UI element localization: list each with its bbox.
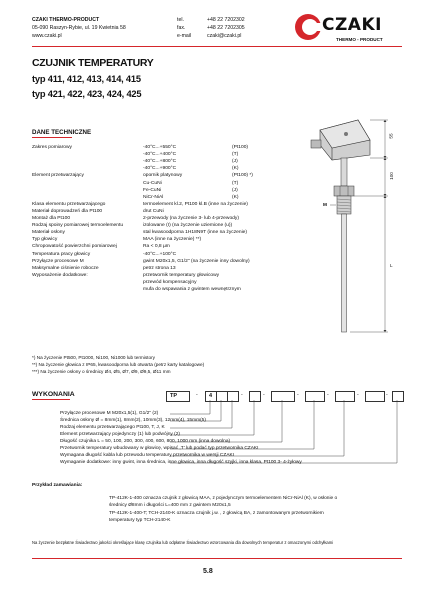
spec-sensor: (Pt100) *) xyxy=(232,173,253,179)
footer-divider xyxy=(32,558,402,559)
page-number: 5.8 xyxy=(203,568,213,575)
dimension-55: 55 xyxy=(388,133,394,139)
spec-value: stal kwasoodporna 1H18N9T (inne na życzenie) xyxy=(143,230,248,236)
dimension-L: L xyxy=(390,263,393,268)
code-dash-4: - xyxy=(297,392,299,398)
spec-label: Rodzaj spoiny pomiarowej termoelementu xyxy=(32,223,124,229)
variant-line: Długość czujnika L = 50, 100, 200, 300, 400, 600, 800, 1000 mm (inna dowolna) xyxy=(60,439,231,444)
spec-sensor: (T) xyxy=(232,152,239,158)
variant-line: Wymaganie dodatkowe: inny gwint, inna średnica, inne głowica, inna długość szyjki, inna klasa, Pt100 3- 4-żyłowy xyxy=(60,460,302,465)
spec-value: gwint M20x1,5, G1/2" (na życzenie inny dowolny) xyxy=(143,258,250,264)
code-tp: TP xyxy=(170,393,178,399)
variant-line: Przetwornik temperatury wbudowany w głowicę, wpisać ,T' lub podać typ przetwornika CZAKI xyxy=(60,446,259,451)
spec-value: mufa do wspawania z gwintem wewnętrznym xyxy=(143,287,241,292)
spec-label: Materiał doprowadzeń dla Pt100 xyxy=(32,208,103,214)
spec-value: MAA (inne na życzenie) **) xyxy=(143,237,202,243)
email-value[interactable]: czaki@czaki.pl xyxy=(207,33,242,39)
spec-label: Element przetwarzający xyxy=(32,173,84,179)
logo-text: CZAKI xyxy=(322,15,382,35)
footnote-3: ***) Na życzenie osłony o średnicy Ø4, Ø5, Ø7, Ø9, Ø9,5, Ø11 mm xyxy=(32,369,171,374)
spec-label: Chropowatość powierzchni pomiarowej xyxy=(32,244,117,250)
spec-label: Maksymalne ciśnienie robocze xyxy=(32,265,99,271)
company-address: 05-090 Raszyn-Rybie, ul. 19 Kwietnia 58 xyxy=(32,25,126,31)
spec-value: -40°C...+900°C xyxy=(143,166,177,172)
fax-label: fax. xyxy=(177,25,186,31)
spec-value: Ra < 0,8 µm xyxy=(143,244,170,250)
code-dash-7: - xyxy=(386,392,388,398)
code-dash-2: - xyxy=(241,392,243,398)
company-name: CZAKI THERMO-PRODUCT xyxy=(32,17,100,23)
spec-label: Wyposażenie dodatkowe: xyxy=(32,272,88,278)
example-label: Przykład zamawiania: xyxy=(32,483,83,488)
certificate-note: Na życzenie bezpłatne Świadectwo jakości określające klasę czujnika lub odpłatne Świadectwo wzorcowania dla dowolnych temperatur z omaczonymi odchyłkami xyxy=(32,540,334,545)
spec-label: Materiał osłony xyxy=(32,230,65,236)
spec-value: -40°C...+550°C xyxy=(143,145,177,150)
spec-label: Typ głowicy xyxy=(32,237,58,243)
spec-value: -40°C...+100°C xyxy=(143,251,177,257)
dimension-100: 100 xyxy=(388,172,394,180)
tel-label: tel. xyxy=(177,17,184,23)
spec-value: 2-przewody (na życzenie 3- lub 4-przewody) xyxy=(143,216,239,221)
spec-sensor: (K) xyxy=(232,166,239,172)
page-title: CZUJNIK TEMPERATURY xyxy=(32,57,154,69)
type-line-2: typ 421, 422, 423, 424, 425 xyxy=(32,89,142,99)
variant-line: Element przetwarzający pojedynczy (1) lub podwójny (2) xyxy=(60,432,180,437)
spec-value: Fe-CuNi xyxy=(143,187,162,193)
code-dash-1: - xyxy=(196,392,198,398)
example-line-1: TP-412K-1-400 oznacza czujnik z głowicą MAA, z pojedynczym termoelementem NiCr-NiAl (K), w osłonie o xyxy=(109,496,338,501)
spec-label: Zakres pomiarowy xyxy=(32,145,72,150)
spec-value: NiCr-NiAl xyxy=(143,194,164,200)
thread-label-M: M xyxy=(323,202,327,207)
spec-value: -40°C...+800°C xyxy=(143,159,177,165)
variant-line: Rodzaj elementu przetwarzającego Pt100, T, J, K xyxy=(60,425,165,430)
spec-value: przewód kompensacyjny xyxy=(143,279,197,285)
spec-value: opornik platynowy xyxy=(143,173,183,179)
spec-value: izolowane (I) (na życzenie uziemione (u)) xyxy=(143,223,233,229)
logo-subtext: THERMO - PRODUCT xyxy=(336,37,383,42)
spec-value: termoelement kl.2, Pt100 kl.B (inne na życzenie) xyxy=(143,201,248,207)
code-dash-3: - xyxy=(263,392,265,398)
code-dash-5: - xyxy=(327,392,329,398)
spec-sensor: (K) xyxy=(232,194,239,200)
example-line-3: TP-412K-1-400-T; TCH-2140-K oznacza czujnik j.w. , z głowicą BA, z zamontowanym przetwornikiem xyxy=(109,511,324,516)
spec-label: Montaż dla Pt100 xyxy=(32,216,71,221)
spec-label: Klasa elementu przetwarzającego xyxy=(32,201,106,207)
spec-value: przetwornik temperatury głowicowy xyxy=(143,272,220,278)
spec-label: Temperatura pracy głowicy xyxy=(32,251,91,257)
code-dash-6: - xyxy=(357,392,359,398)
fax-value: +48 22 7202305 xyxy=(207,25,245,31)
example-line-4: temperatury typ TCH-2140-K xyxy=(109,518,171,523)
type-line-1: typ 411, 412, 413, 414, 415 xyxy=(32,74,141,84)
variant-line: Wymagana długość kabla lub przewodu temperatury przetwornika w wersji CZAKI xyxy=(60,453,235,458)
spec-sensor: (J) xyxy=(232,187,238,193)
tel-value: +48 22 7202302 xyxy=(207,17,245,23)
spec-value: Cu-CuNi xyxy=(143,180,162,186)
email-label: e-mail xyxy=(177,33,192,39)
spec-sensor: (T) xyxy=(232,180,239,186)
footnote-2: **) Na życzenie głowica z IP65, kwasoodporna lub otwarta (petrz karty katalogowe) xyxy=(32,362,205,367)
variant-line: Przyłącze procesowe M M20x1,5(1), G1/2" (2) xyxy=(60,411,159,416)
spec-value: -40°C...+400°C xyxy=(143,152,177,158)
variant-line: Średnica osłony Ø = 8mm(1), 8mm(2), 10mm(3), 12mm(4), 15mm(5) xyxy=(60,418,206,423)
spec-label: Przyłącze procesowe M xyxy=(32,258,84,264)
spec-value: drut CuNi xyxy=(143,208,164,214)
spec-sensor: (J) xyxy=(232,159,238,165)
section-variants-heading: WYKONANIA xyxy=(32,391,75,398)
footnote-1: *) Na życzenie Pt500, Pt1000, Ni100, Ni1000 lub termistory xyxy=(32,355,155,360)
company-web[interactable]: www.czaki.pl xyxy=(32,33,62,39)
spec-sensor: (Pt100) xyxy=(232,145,249,150)
section-tech-heading: DANE TECHNICZNE xyxy=(32,129,92,136)
code-four: 4 xyxy=(209,393,213,399)
example-line-2: średnicy Ø8mm i długości L=400 mm z gwintem M20x1,5 xyxy=(109,503,231,508)
spec-value: petrz strona 13 xyxy=(143,265,176,271)
